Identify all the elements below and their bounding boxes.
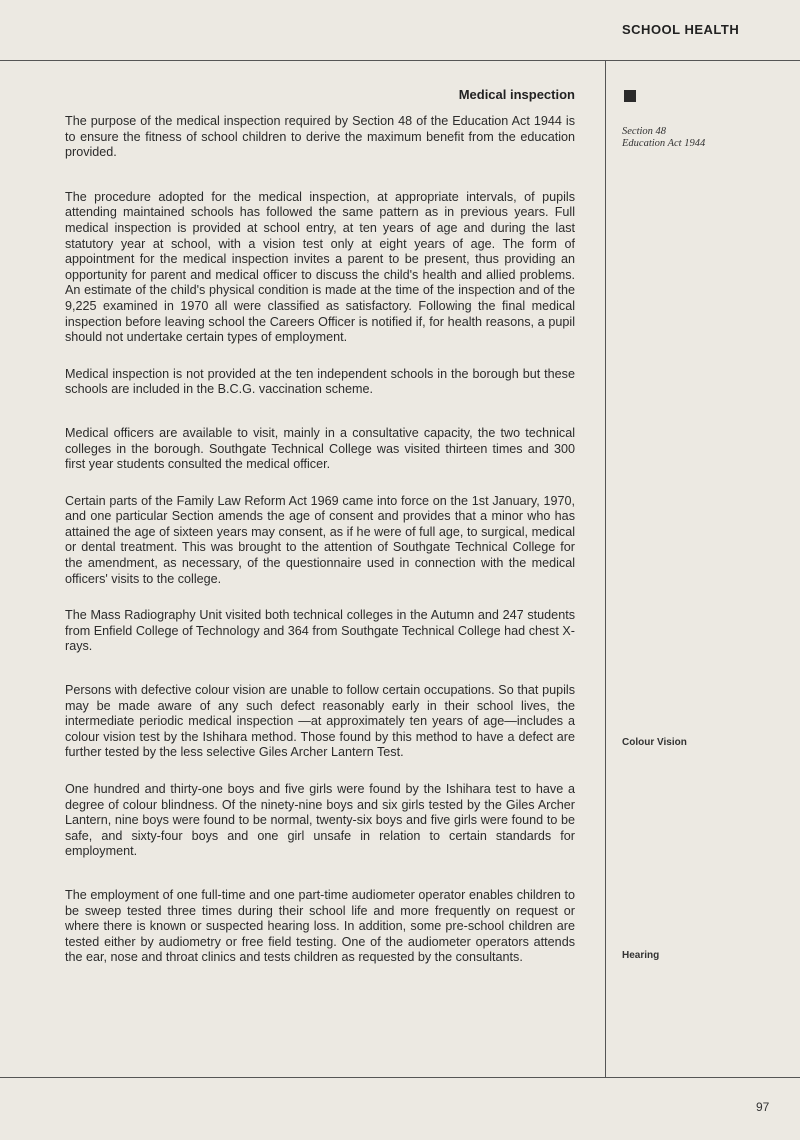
column-divider xyxy=(605,60,606,1077)
paragraph-colour-blindness-results: One hundred and thirty-one boys and five girls were found by the Ishihara test to have a degree of colour blindness. Of the ninety-nine boys and six girls tested by the Giles Archer Lantern, nine boys were found to be normal, twenty-six boys and five girls were found to be safe, and sixty-four boys and one girl unsafe in relation to certain standards for employment. xyxy=(65,782,575,859)
margin-heading-colour-vision: Colour Vision xyxy=(622,737,687,748)
paragraph-procedure: The procedure adopted for the medical inspection, at appropriate intervals, of pupils attending maintained schools has followed the same pattern as in previous years. Full medical inspection is provided at school entry, at ten years of age and during the last statutory year at school, with a vision test only at eight years of age. The form of appointment for the medical inspection invites a parent to be present, thus providing an opportunity for parent and medical officer to discuss the child's health and allied problems. An estimate of the child's physical condition is made at the time of the inspection and of the 9,225 examined in 1970 all were classified as satisfactory. Following the final medical inspection before leaving school the Careers Officer is notified if, for health reasons, a pupil should not undertake certain types of employment. xyxy=(65,189,575,345)
paragraph-independent-schools: Medical inspection is not provided at the ten independent schools in the borough but these schools are included in the B.C.G. vaccination scheme. xyxy=(65,366,575,397)
bottom-rule xyxy=(0,1077,800,1078)
section-marker-square xyxy=(624,90,636,102)
paragraph-mass-radiography: The Mass Radiography Unit visited both technical colleges in the Autumn and 247 students from Enfield College of Technology and 364 from Southgate Technical College had chest X-rays. xyxy=(65,608,575,654)
margin-heading-hearing: Hearing xyxy=(622,950,660,961)
paragraph-purpose: The purpose of the medical inspection required by Section 48 of the Education Act 1944 is to ensure the fitness of school children to derive the maximum benefit from the education provided. xyxy=(65,114,575,160)
margin-reference xyxy=(622,126,705,149)
paragraph-family-law-reform: Certain parts of the Family Law Reform Act 1969 came into force on the 1st January, 1970, and one particular Section amends the age of consent and provides that a minor who has attained the age of sixteen years may consent, as if he were of full age, to surgical, medical or dental treatment. This was brought to the attention of Southgate Technical College for the amendment, as necessary, of the questionnaire used in connection with the medical officers' visits to the college. xyxy=(65,493,575,586)
page-number: 97 xyxy=(756,1100,770,1114)
paragraph-colour-vision: Persons with defective colour vision are unable to follow certain occupations. So that pupils may be made aware of any such defect reasonably early in their school lives, the intermediate periodic medical inspection —at approximately ten years of age—includes a colour vision test by the Ishihara method. Those found by this method to have a defect are further tested by the less selective Giles Archer Lantern Test. xyxy=(65,683,575,760)
section-title: Medical inspection xyxy=(458,87,575,102)
paragraph-technical-colleges: Medical officers are available to visit, mainly in a consultative capacity, the two technical colleges in the borough. Southgate Technical College was visited thirteen times and 300 first year students consulted the medical officer. xyxy=(65,425,575,472)
margin-reference-line1: Section 48 xyxy=(622,126,667,137)
paragraph-hearing: The employment of one full-time and one part-time audiometer operator enables children to be sweep tested three times during their school life and more frequently on request or where there is known or suspected hearing loss. In addition, some pre-school children are tested either by audiometry or free field testing. One of the audiometer operators attends the ear, nose and throat clinics and tests children as requested by the consultants. xyxy=(65,887,575,965)
top-rule xyxy=(0,60,800,61)
running-head: SCHOOL HEALTH xyxy=(622,22,740,37)
margin-reference-line2: Education Act 1944 xyxy=(622,137,706,149)
main-column xyxy=(65,87,575,966)
